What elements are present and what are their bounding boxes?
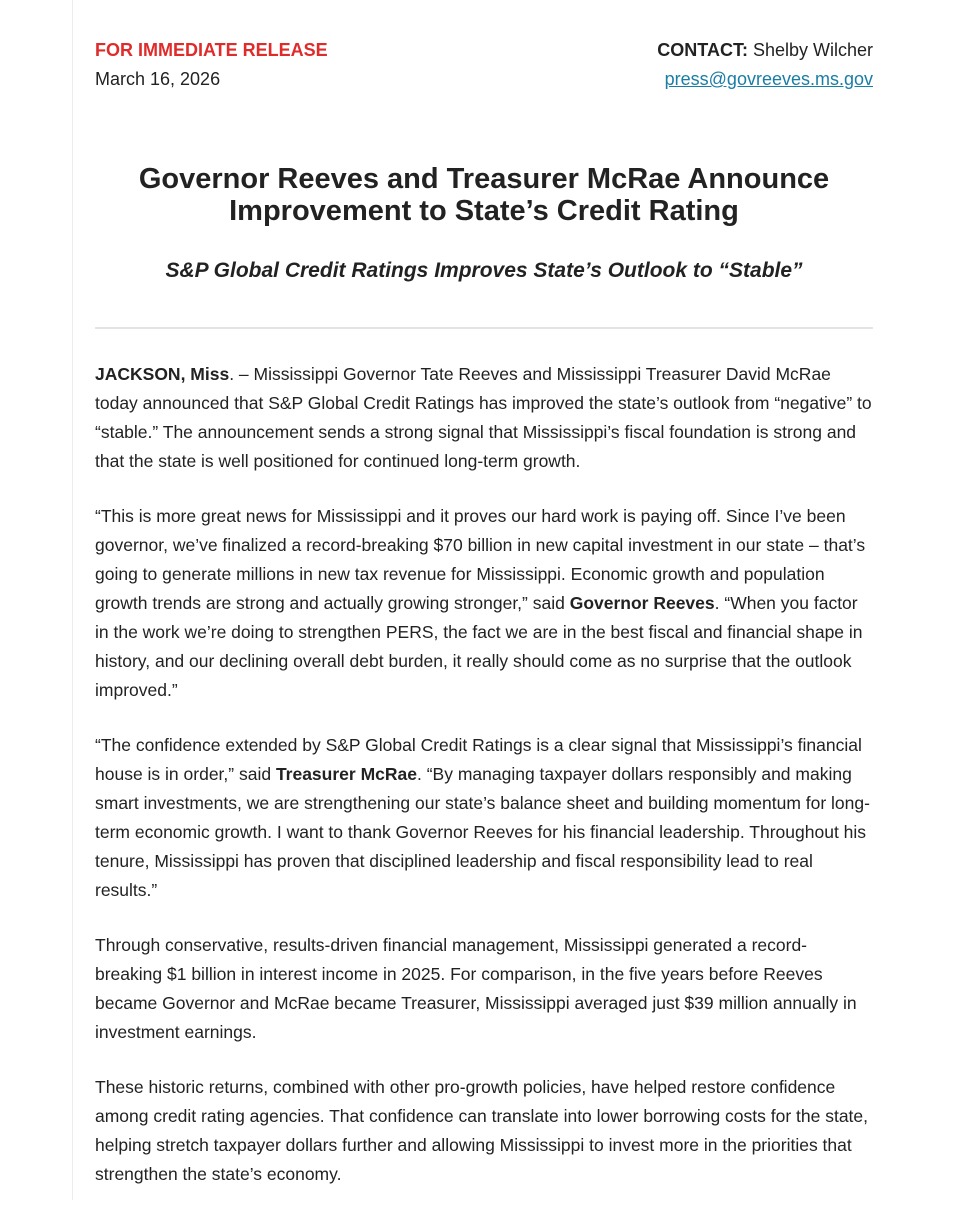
contact-name: Shelby Wilcher bbox=[752, 40, 873, 60]
divider bbox=[95, 327, 873, 329]
release-info bbox=[95, 36, 328, 94]
paragraph-1 bbox=[95, 360, 873, 476]
headline bbox=[95, 163, 873, 227]
page-edge bbox=[72, 0, 73, 1200]
headline-line-1: Governor Reeves and Treasurer McRae Announce bbox=[138, 163, 830, 195]
paragraph-2-text-after: . “When you factor in the work we’re doing to strengthen PERS, the fact we are in the best fiscal and financial shape in history, and our declining overall debt burden, it really should come as no surprise that the outlook improved.” bbox=[95, 593, 863, 700]
paragraph-5: These historic returns, combined with other pro-growth policies, have helped restore confidence among credit rating agencies. That confidence can translate into lower borrowing costs for the state, helping stretch taxpayer dollars further and allowing Mississippi to invest more in the priorities that strengthen the state’s economy. bbox=[95, 1077, 869, 1184]
contact-label: CONTACT: bbox=[657, 40, 748, 60]
paragraph-3-text-after: . “By managing taxpayer dollars responsibly and making smart investments, we are strengthening our state’s balance sheet and building momentum for long-term economic growth. I want to thank Governor Reeves for his financial leadership. Throughout his tenure, Mississippi has proven that disciplined leadership and fiscal responsibility lead to real results.” bbox=[95, 764, 870, 900]
release-header bbox=[95, 36, 873, 94]
speaker-treasurer: Treasurer McRae bbox=[275, 764, 417, 784]
contact-line bbox=[657, 36, 873, 65]
paragraph-3 bbox=[95, 731, 873, 905]
paragraph-3-text-before: “The confidence extended by S&P Global Credit Ratings is a clear signal that Mississippi’s financial house is in order,” said bbox=[95, 735, 862, 784]
press-release-body bbox=[95, 360, 873, 1215]
paragraph-2 bbox=[95, 502, 873, 705]
paragraph-2-text-before: “This is more great news for Mississippi and it proves our hard work is paying off. Since I’ve been governor, we’ve finalized a record-breaking $70 billion in new capital investment in our state – that’s going to generate millions in new tax revenue for Mississippi. Economic growth and population growth trends are strong and actually growing stronger,” said bbox=[95, 506, 866, 613]
paragraph-1-text: . – Mississippi Governor Tate Reeves and Mississippi Treasurer David McRae today announced that S&P Global Credit Ratings has improved the state’s outlook from “negative” to “stable.” The announcement sends a strong signal that Mississippi’s fiscal foundation is strong and that the state is well positioned for continued long-term growth. bbox=[95, 364, 872, 471]
contact-info bbox=[657, 36, 873, 94]
contact-email-link[interactable]: press@govreeves.ms.gov bbox=[664, 69, 873, 89]
headline-line-2: Improvement to State’s Credit Rating bbox=[229, 195, 739, 227]
dateline: JACKSON, Miss bbox=[95, 364, 230, 384]
release-date: March 16, 2026 bbox=[95, 69, 221, 89]
speaker-governor: Governor Reeves bbox=[569, 593, 715, 613]
subheadline: S&P Global Credit Ratings Improves State’s Outlook to “Stable” bbox=[165, 259, 803, 282]
release-label: FOR IMMEDIATE RELEASE bbox=[95, 40, 328, 60]
paragraph-4: Through conservative, results-driven financial management, Mississippi generated a record-breaking $1 billion in interest income in 2025. For comparison, in the five years before Reeves became Governor and McRae became Treasurer, Mississippi averaged just $39 million annually in investment earnings. bbox=[95, 935, 857, 1042]
